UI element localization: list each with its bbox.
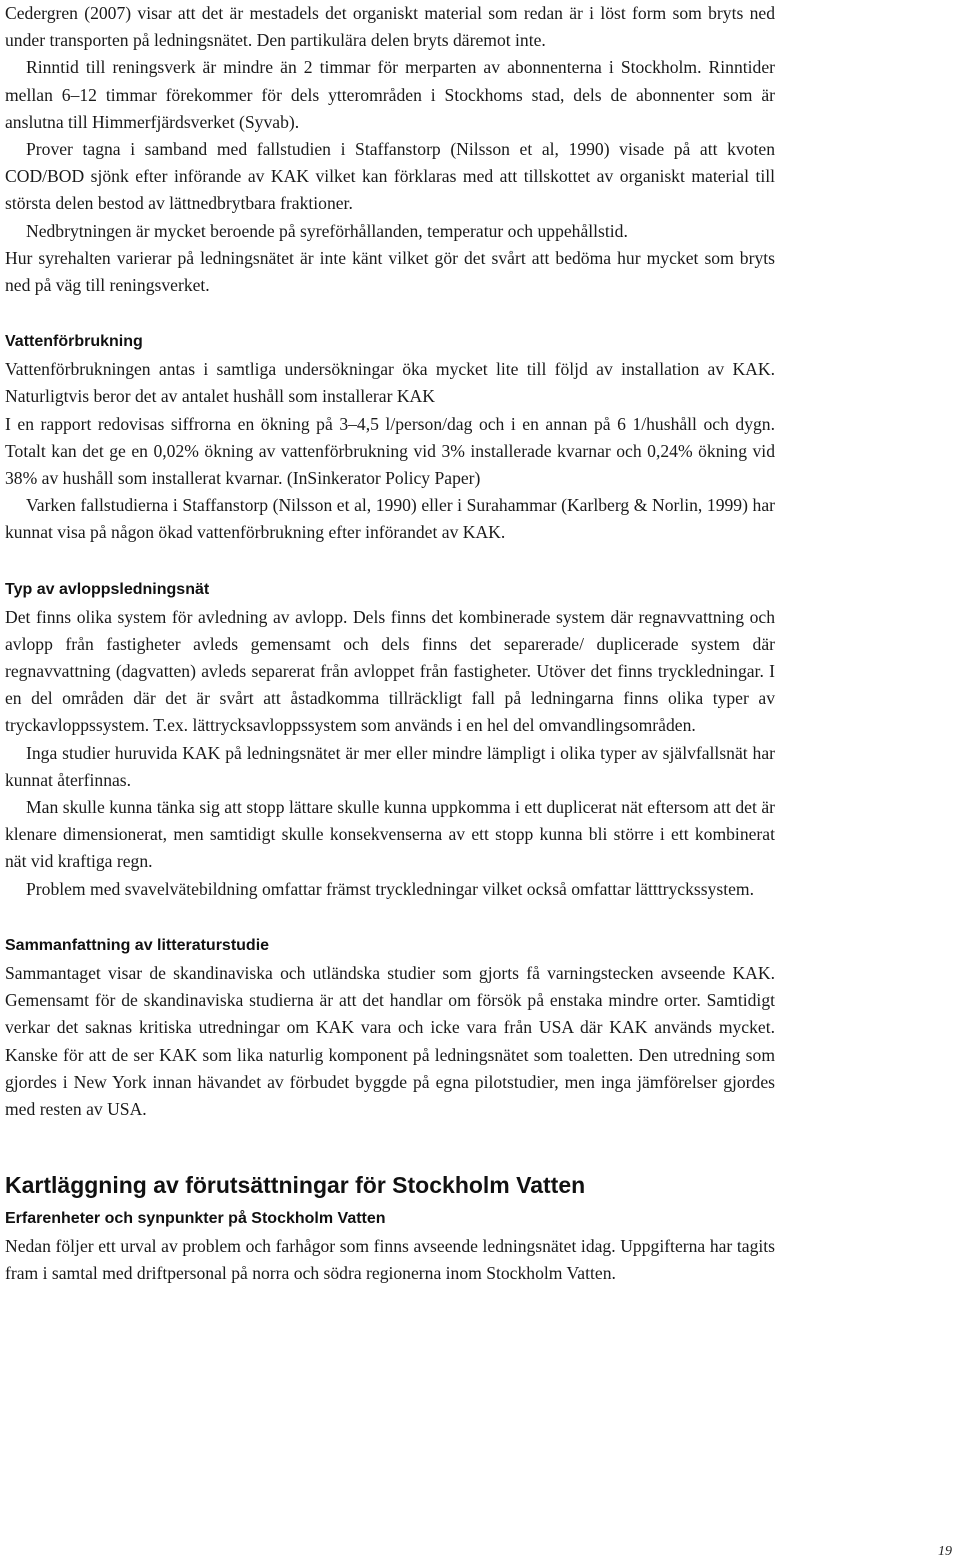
- paragraph: Det finns olika system för avledning av avlopp. Dels finns det kombinerade system där regnavvattning och avlopp från fastigheter avleds gemensamt och dels finns det separerade/ duplicerade system där regnavvattning (dagvatten) avleds separerat från avloppet från fastigheter. Utöver det finns tryckledningar. I en del områden där det är svårt att åstadkomma tillräckligt fall på ledningarna finns olika typer av tryckavloppssystem. T.ex. lättrycksavloppssystem som används i en hel del omvandlingsområden.: [5, 606, 775, 736]
- paragraph: Prover tagna i samband med fallstudien i Staffanstorp (Nilsson et al, 1990) visade på att kvoten COD/BOD sjönk efter införande av KAK vilket kan förklaras med att tillskottet av organiskt material till största delen bestod av lättnedbrytbara fraktioner.: [5, 139, 775, 214]
- paragraph: Nedbrytningen är mycket beroende på syreförhållanden, temperatur och uppehållstid.: [26, 220, 628, 241]
- paragraph: Inga studier huruvida KAK på ledningsnätet är mer eller mindre lämpligt i olika typer av självfallsnät har kunnat återfinnas.: [5, 742, 775, 790]
- paragraph: Sammantaget visar de skandinaviska och utländska studier som gjorts få varningstecken avseende KAK. Gemensamt för de skandinaviska studierna är att det handlar om försök på enstaka mindre orter. Samtidigt verkar det saknas kritiska utredningar om KAK vara och icke vara från USA där KAK används mycket. Kanske för att de ser KAK som lika naturlig komponent på ledningsnätet som toaletten. Den utredning som gjordes i New York innan hävandet av förbudet byggde på egna pilotstudier, men inga jämförelser gjordes med resten av USA.: [5, 962, 775, 1119]
- section-kartlaggning: [5, 1171, 775, 1287]
- paragraph: Rinntid till reningsverk är mindre än 2 timmar för merparten av abonnenterna i Stockholm. Rinntider mellan 6–12 timmar förekommer för dels ytterområden i Stockhoms stad, dels de abonnenter som är anslutna till Himmerfjärdsverket (Syvab).: [5, 57, 775, 132]
- paragraph: Cedergren (2007) visar att det är mestadels det organiskt material som redan är i löst form som bryts ned under transporten på ledningsnätet. Den partikulära delen bryts däremot inte.: [5, 3, 775, 51]
- section-vattenforbrukning: [5, 332, 775, 546]
- paragraph: Vattenförbrukningen antas i samtliga undersökningar öka mycket lite till följd av installation av KAK. Naturligtvis beror det av antalet hushåll som installerar KAK: [5, 359, 775, 407]
- paragraph: Man skulle kunna tänka sig att stopp lättare skulle kunna uppkomma i ett duplicerat nät eftersom att det är klenare dimensionerat, men samtidigt skulle konsekvenserna av ett stopp kunna bli större i ett kombinerat nät vid kraftiga regn.: [5, 797, 775, 872]
- paragraph: Hur syrehalten varierar på ledningsnätet är inte känt vilket gör det svårt att bedöma hur mycket som bryts ned på väg till reningsverket.: [5, 247, 775, 296]
- paragraph: I en rapport redovisas siffrorna en ökning på 3–4,5 l/person/dag och i en annan på 6 1/hushåll och dygn. Totalt kan det ge en 0,02% ökning av vattenförbrukning vid 3% installerade kvarnar och 0,24% ökning vid 38% av hushåll som installerat kvarnar. (InSinkerator Policy Paper): [5, 413, 775, 489]
- section-sammanfattning: [5, 936, 775, 1123]
- section-heading: Vattenförbrukning: [5, 333, 143, 351]
- section-heading: Typ av avloppsledningsnät: [5, 580, 210, 598]
- section-heading: Erfarenheter och synpunkter på Stockholm Vatten: [5, 1210, 386, 1228]
- section-typ-av-avloppsledningsnat: [5, 580, 775, 903]
- page-number: 19: [938, 1544, 952, 1559]
- chapter-heading: Kartläggning av förutsättningar för Stockholm Vatten: [5, 1172, 586, 1199]
- paragraph: Problem med svavelvätebildning omfattar främst tryckledningar vilket också omfattar lätttryckssystem.: [26, 878, 754, 899]
- paragraph: Varken fallstudierna i Staffanstorp (Nilsson et al, 1990) eller i Surahammar (Karlberg & Norlin, 1999) har kunnat visa på någon ökad vattenförbrukning efter införandet av KAK.: [5, 495, 775, 543]
- paragraph: Nedan följer ett urval av problem och farhågor som finns avseende ledningsnätet idag. Uppgifterna har tagits fram i samtal med driftpersonal på norra och södra regionerna inom Stockholm Vatten.: [5, 1236, 775, 1284]
- section-heading: Sammanfattning av litteraturstudie: [5, 936, 270, 954]
- document-page: [5, 0, 775, 1288]
